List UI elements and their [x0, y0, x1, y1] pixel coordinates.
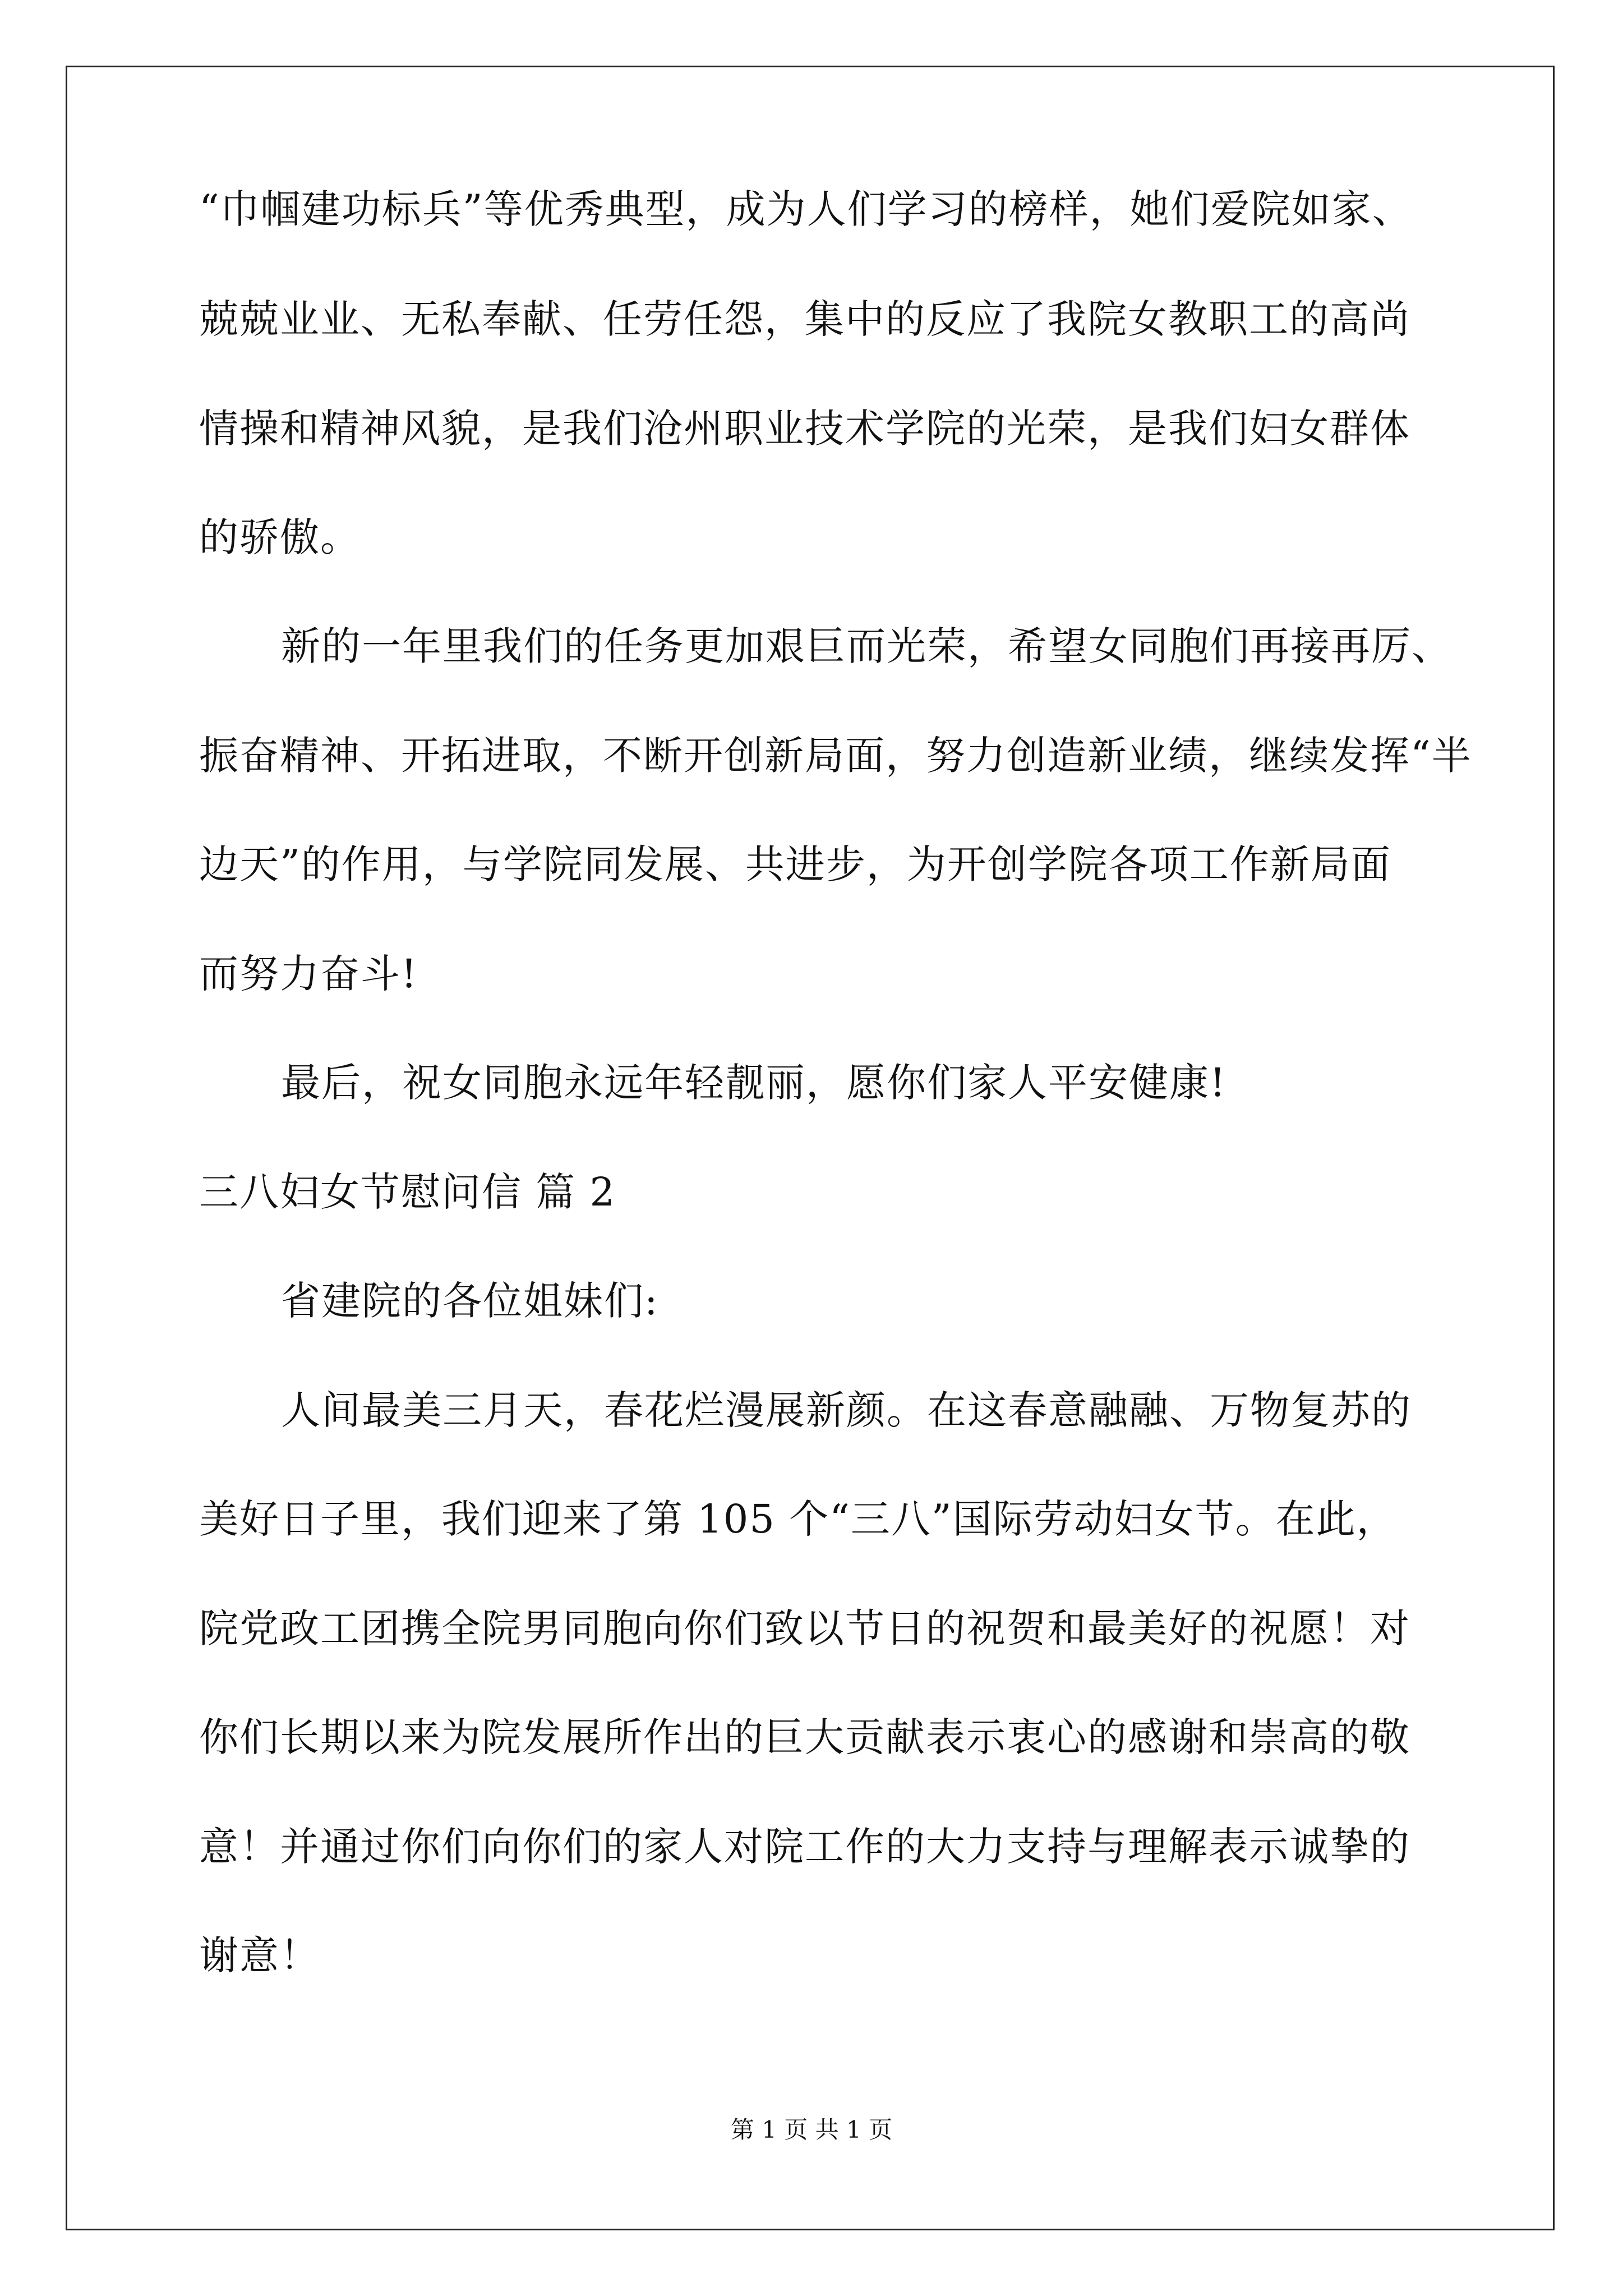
text-line: 意！并通过你们向你们的家人对院工作的大力支持与理解表示诚挚的 — [199, 1824, 1410, 1870]
page-footer: 第 1 页 共 1 页 — [730, 2116, 893, 2143]
text-line: 你们长期以来为院发展所作出的巨大贡献表示衷心的感谢和崇高的敬 — [199, 1714, 1410, 1760]
text-line: 振奋精神、开拓进取，不断开创新局面，努力创造新业绩，继续发挥“半 — [199, 733, 1472, 779]
salutation: 省建院的各位姐妹们: — [281, 1278, 659, 1324]
text-line: 谢意！ — [199, 1932, 320, 1978]
paragraph-start-line: 新的一年里我们的任务更加艰巨而光荣，希望女同胞们再接再厉、 — [281, 623, 1452, 669]
text-line: “巾帼建功标兵”等优秀典型，成为人们学习的榜样，她们爱院如家、 — [199, 186, 1413, 232]
text-line: 的骄傲。 — [199, 514, 361, 560]
text-line: 院党政工团携全院男同胞向你们致以节日的祝贺和最美好的祝愿！对 — [199, 1605, 1410, 1651]
page-border — [66, 66, 1555, 2230]
paragraph-start-line: 最后，祝女同胞永远年轻靓丽，愿你们家人平安健康! — [281, 1060, 1227, 1106]
text-line: 而努力奋斗! — [199, 951, 418, 997]
paragraph-start-line: 人间最美三月天，春花烂漫展新颜。在这春意融融、万物复苏的 — [281, 1387, 1412, 1433]
text-line: 美好日子里，我们迎来了第 105 个“三八”国际劳动妇女节。在此， — [199, 1496, 1397, 1542]
text-line: 边天”的作用，与学院同发展、共进步，为开创学院各项工作新局面 — [199, 841, 1391, 887]
text-line: 情操和精神风貌，是我们沧州职业技术学院的光荣，是我们妇女群体 — [199, 406, 1410, 452]
section-heading: 三八妇女节慰问信 篇 2 — [199, 1169, 616, 1215]
text-line: 兢兢业业、无私奉献、任劳任怨，集中的反应了我院女教职工的高尚 — [199, 296, 1410, 342]
